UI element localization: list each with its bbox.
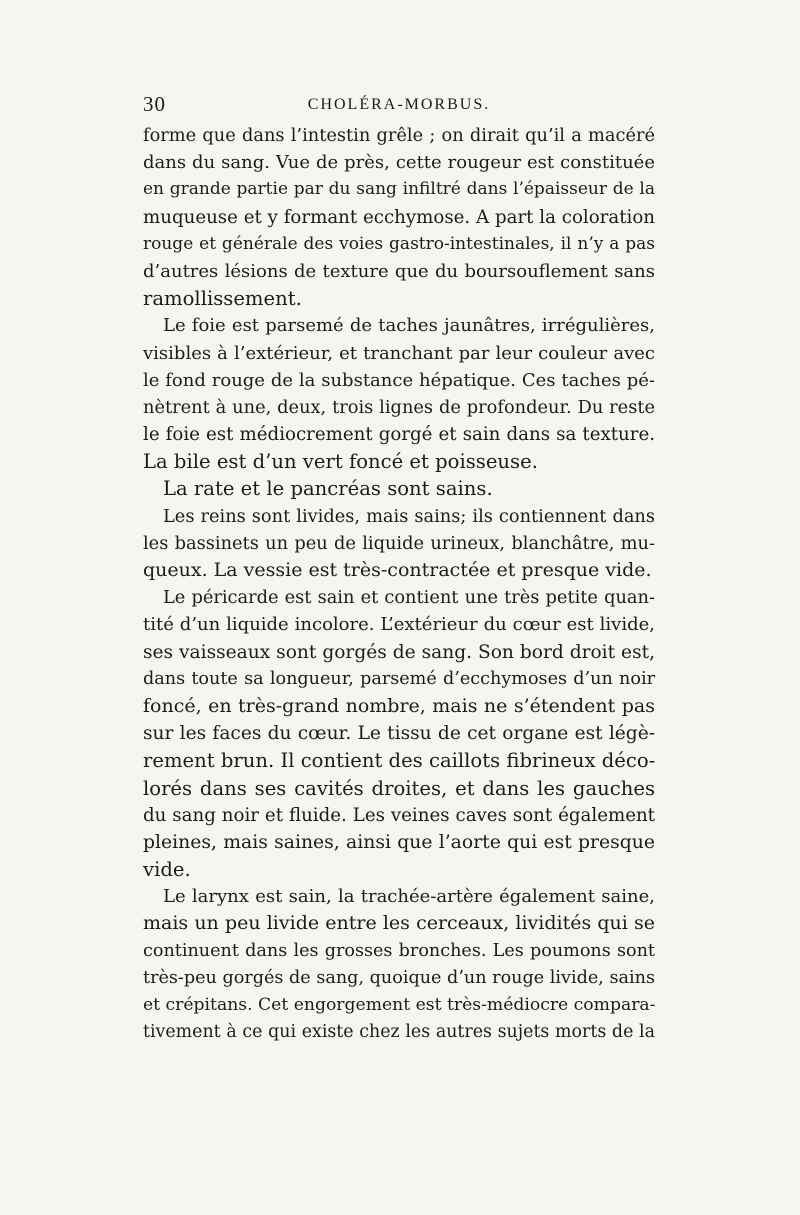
- text-line: d’autres lésions de texture que du boursouflement sans: [143, 260, 655, 282]
- text-line: La bile est d’un vert foncé et poisseuse.: [143, 450, 538, 474]
- text-line: nètrent à une, deux, trois lignes de profondeur. Du reste: [143, 396, 655, 418]
- page-number: 30: [143, 92, 166, 116]
- text-line: tivement à ce qui existe chez les autres sujets morts de la: [143, 1022, 655, 1043]
- text-line: très-peu gorgés de sang, quoique d’un rouge livide, sains: [143, 967, 655, 988]
- text-line: Le larynx est sain, la trachée-artère également saine,: [163, 886, 655, 908]
- text-line: forme que dans l’intestin grêle ; on dirait qu’il a macéré: [143, 125, 655, 146]
- text-line: dans toute sa longueur, parsemé d’ecchymoses d’un noir: [143, 668, 655, 689]
- text-line: le foie est médiocrement gorgé et sain dans sa texture.: [143, 424, 655, 446]
- text-line: ses vaisseaux sont gorgés de sang. Son bord droit est,: [143, 641, 655, 663]
- text-line: vide.: [143, 858, 191, 882]
- text-line: visibles à l’extérieur, et tranchant par leur couleur avec: [143, 342, 655, 364]
- text-line: en grande partie par du sang infiltré dans l’épaisseur de la: [143, 179, 655, 200]
- text-line: tité d’un liquide incolore. L’extérieur du cœur est livide,: [143, 614, 655, 636]
- text-line: rouge et générale des voies gastro-intestinales, il n’y a pas: [143, 233, 655, 254]
- text-line: foncé, en très-grand nombre, mais ne s’étendent pas: [143, 694, 655, 717]
- text-line: La rate et le pancréas sont sains.: [163, 477, 493, 501]
- text-line: continuent dans les grosses bronches. Les poumons sont: [143, 940, 655, 961]
- text-line: Les reins sont livides, mais sains; ils contiennent dans: [163, 505, 655, 527]
- text-line: du sang noir et fluide. Les veines caves sont également: [143, 804, 655, 826]
- page-header: [143, 92, 655, 122]
- text-line: et crépitans. Cet engorgement est très-médiocre compara-: [143, 995, 656, 1015]
- text-line: les bassinets un peu de liquide urineux, blanchâtre, mu-: [143, 532, 655, 554]
- body-text: [143, 122, 655, 1046]
- text-line: muqueuse et y formant ecchymose. A part la coloration: [143, 206, 655, 228]
- text-line: dans du sang. Vue de près, cette rougeur est constituée: [143, 152, 655, 174]
- text-line: pleines, mais saines, ainsi que l’aorte qui est presque: [143, 831, 655, 853]
- text-line: Le péricarde est sain et contient une très petite quan-: [163, 587, 655, 609]
- text-line: queux. La vessie est très-contractée et presque vide.: [143, 559, 652, 581]
- text-line: le fond rouge de la substance hépatique. Ces taches pé-: [143, 369, 655, 391]
- text-line: lorés dans ses cavités droites, et dans les gauches: [143, 776, 655, 800]
- text-line: mais un peu livide entre les cerceaux, lividités qui se: [143, 912, 655, 935]
- text-line: rement brun. Il contient des caillots fibrineux déco-: [143, 749, 656, 773]
- running-title: CHOLÉRA-MORBUS.: [307, 96, 491, 113]
- text-line: Le foie est parsemé de taches jaunâtres, irrégulières,: [163, 315, 655, 337]
- text-line: sur les faces du cœur. Le tissu de cet organe est légè-: [143, 723, 655, 745]
- text-line: ramollissement.: [143, 287, 302, 311]
